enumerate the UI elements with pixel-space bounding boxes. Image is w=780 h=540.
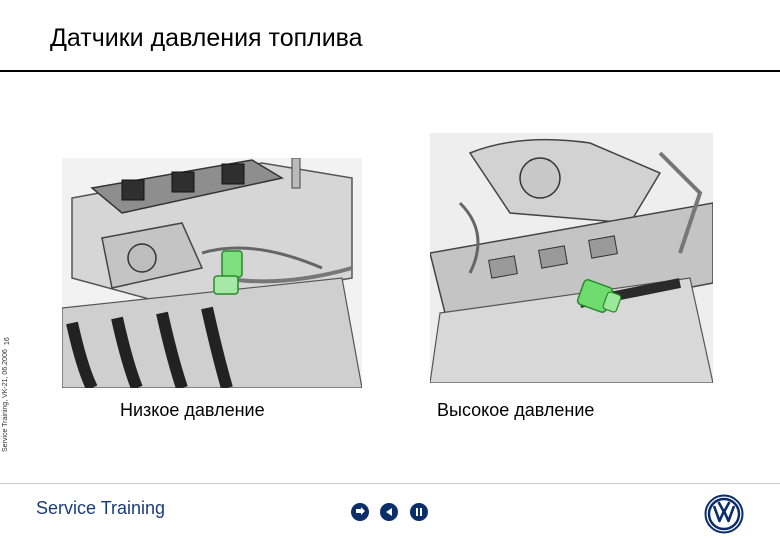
footer-divider [0,483,780,484]
page-number: 16 [4,337,11,345]
vw-logo [704,494,744,534]
high-pressure-engine-image [430,133,713,383]
low-pressure-caption: Низкое давление [120,400,265,420]
side-note: Service Training, VK-21, 06.2006 [2,349,9,452]
footer-brand: Service Training [36,498,166,518]
exit-icon[interactable] [351,503,369,521]
back-icon[interactable] [380,503,398,521]
pause-icon[interactable] [410,503,428,521]
slide-title: Датчики давления топлива [50,24,363,52]
low-pressure-engine-image [62,158,362,388]
title-divider [0,70,780,72]
high-pressure-caption: Высокое давление [437,400,595,420]
